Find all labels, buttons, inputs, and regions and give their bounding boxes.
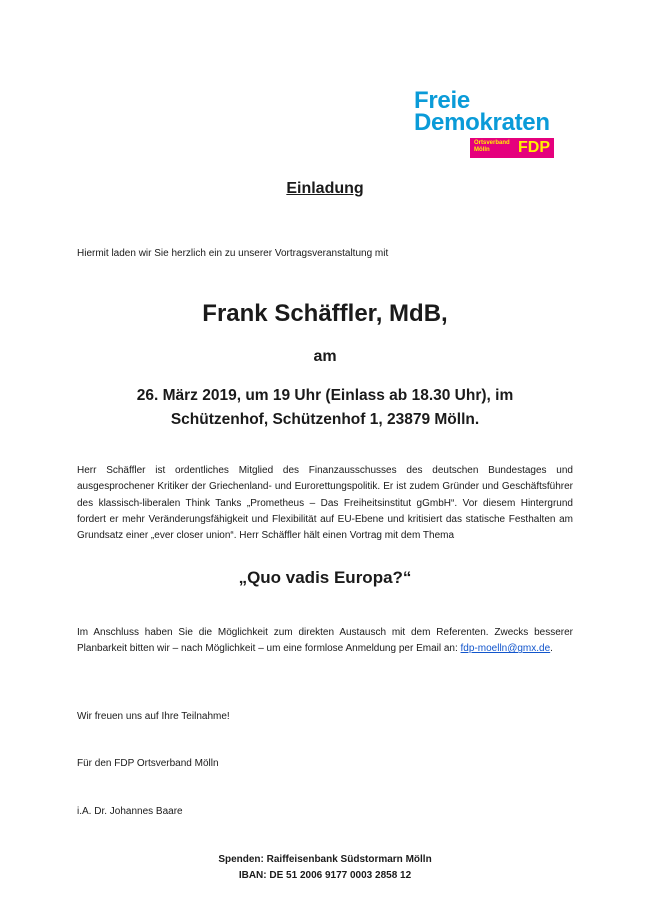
document-title: Einladung (286, 180, 364, 197)
logo-fdp-text: FDP (518, 139, 550, 156)
donation-footer (0, 852, 650, 884)
footer-iban: IBAN: DE 51 2006 9177 0003 2858 12 (238, 870, 412, 881)
logo-small-ortsverband: Ortsverband (474, 140, 510, 146)
logo-ortsverband (474, 140, 510, 154)
event-date-location (0, 384, 650, 432)
sender-org: Für den FDP Ortsverband Mölln (77, 758, 219, 769)
logo-small-moelln: Mölln (474, 147, 490, 153)
email-link[interactable]: fdp-moelln@gmx.de (460, 643, 551, 655)
intro-text: Hiermit laden wir Sie herzlich ein zu unserer Vortragsveranstaltung mit (77, 248, 389, 259)
event-date-line: 26. März 2019, um 19 Uhr (Einlass ab 18.30 Uhr), im (136, 387, 514, 404)
logo-line-freie: Freie (414, 87, 470, 114)
logo-line-demokraten: Demokraten (414, 109, 550, 136)
talk-topic: „Quo vadis Europa?“ (238, 568, 412, 587)
registration-sentence: Im Anschluss haben Sie die Möglichkeit zum direkten Austausch mit dem Referenten. Zwecks besserer Planbarkeit bitten wir – nach Möglichkeit – um eine formlose Anmeldung per Email an: (77, 627, 573, 655)
footer-bank: Spenden: Raiffeisenbank Südstormarn Mölln (218, 854, 432, 865)
registration-text (77, 625, 573, 658)
registration-end: . (550, 643, 553, 655)
event-location-line: Schützenhof, Schützenhof 1, 23879 Mölln. (170, 411, 480, 428)
speaker-name: Frank Schäffler, MdB, (202, 300, 448, 327)
thanks-text: Wir freuen uns auf Ihre Teilnahme! (77, 711, 230, 722)
signature: i.A. Dr. Johannes Baare (77, 806, 183, 817)
am-label: am (313, 348, 337, 365)
fdp-logo (414, 87, 556, 160)
logo-fdp-box (470, 138, 554, 158)
speaker-description: Herr Schäffler ist ordentliches Mitglied des Finanzausschusses des deutschen Bundestages und ausgesprochener Kritiker der Griechenland- und Eurorettungspolitik. Er ist zudem Gründer und Geschäftsführer des klassisch-liberalen Think Tanks „Prometheus – Das Freiheitsinstitut gGmbH“. Vor diesem Hintergrund fordert er mehr Veränderungsfähigkeit und Flexibilität auf EU-Ebene und kritisiert das statische Festhalten am Grundsatz einer „ever closer union“. Herr Schäffler hält einen Vortrag mit dem Thema (77, 465, 573, 542)
